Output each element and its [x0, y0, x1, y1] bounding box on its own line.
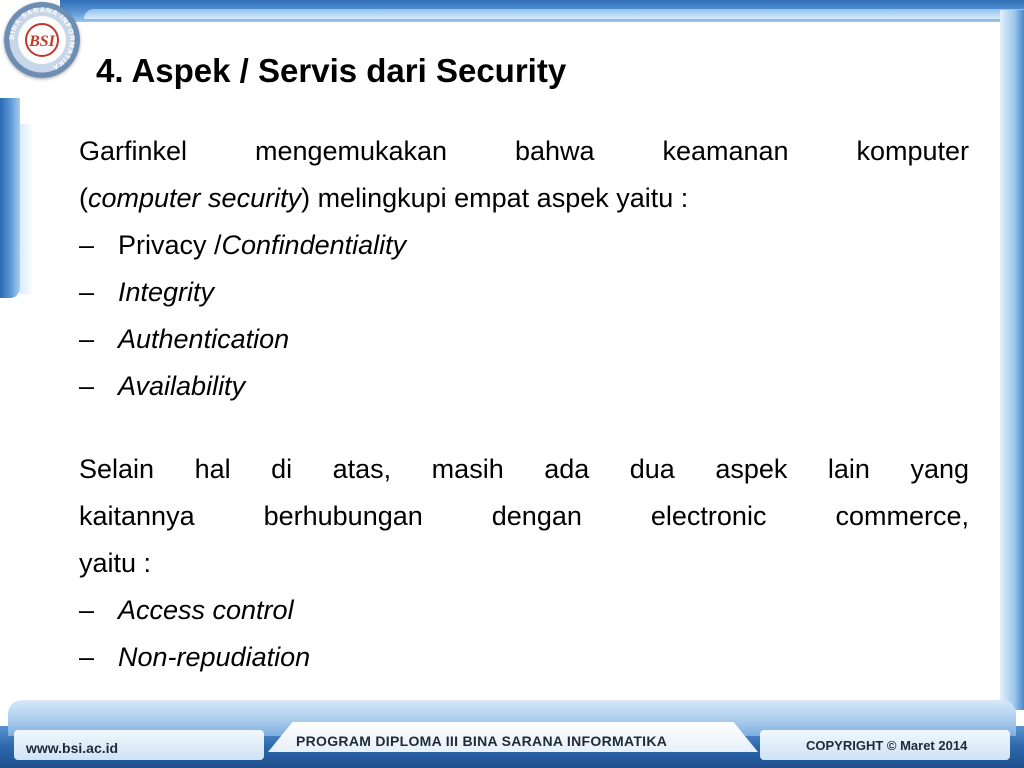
dash-bullet: – [79, 642, 95, 672]
right-decor-edge [1000, 10, 1024, 710]
footer-copyright: COPYRIGHT © Maret 2014 [806, 738, 968, 753]
svg-text:BSI: BSI [29, 33, 55, 50]
dash-bullet: – [79, 595, 95, 625]
aspect-italic: Access control [118, 595, 294, 625]
svg-text:BINA SARANA INFORMATIKA: BINA SARANA INFORMATIKA [8, 6, 76, 71]
intro-line-2 [79, 175, 969, 222]
extra-aspect-access-control [79, 587, 969, 634]
intro-line-1: Garfinkel mengemukakan bahwa keamanan komputer [79, 136, 969, 166]
footer-website: www.bsi.ac.id [26, 740, 119, 756]
aspect-item-authentication [79, 316, 969, 363]
intro-line-2-rest: ) melingkupi empat aspek yaitu : [301, 183, 689, 213]
bsi-logo-icon [4, 2, 80, 78]
second-line-3: yaitu : [79, 548, 152, 578]
bsi-logo [4, 2, 80, 78]
aspect-italic: Non-repudiation [118, 642, 311, 672]
dash-bullet: – [79, 230, 95, 260]
footer-program: PROGRAM DIPLOMA III BINA SARANA INFORMATIKA [296, 733, 668, 749]
aspect-italic: Confindentiality [221, 230, 407, 260]
slide-title: 4. Aspek / Servis dari Security [96, 52, 567, 89]
footer-bar [0, 692, 1024, 768]
dash-bullet: – [79, 371, 95, 401]
aspect-plain: Privacy / [118, 230, 222, 260]
extra-aspect-non-repudiation [79, 634, 969, 681]
aspect-italic: Authentication [118, 324, 290, 354]
aspect-italic: Integrity [118, 277, 215, 307]
computer-security-term: computer security [88, 183, 302, 213]
slide-content [79, 128, 969, 681]
top-decor-inner [84, 9, 1024, 19]
paragraph-gap [79, 410, 969, 446]
paren-open: ( [79, 183, 88, 213]
aspect-italic: Availability [118, 371, 246, 401]
aspect-item-privacy [79, 222, 969, 269]
left-decor-inner [20, 124, 34, 294]
second-line-2: kaitannya berhubungan dengan electronic commerce, [79, 501, 969, 531]
dash-bullet: – [79, 324, 95, 354]
dash-bullet: – [79, 277, 95, 307]
aspect-item-availability [79, 363, 969, 410]
aspect-item-integrity [79, 269, 969, 316]
left-decor-bar [0, 98, 20, 298]
second-line-1: Selain hal di atas, masih ada dua aspek lain yang [79, 454, 969, 484]
